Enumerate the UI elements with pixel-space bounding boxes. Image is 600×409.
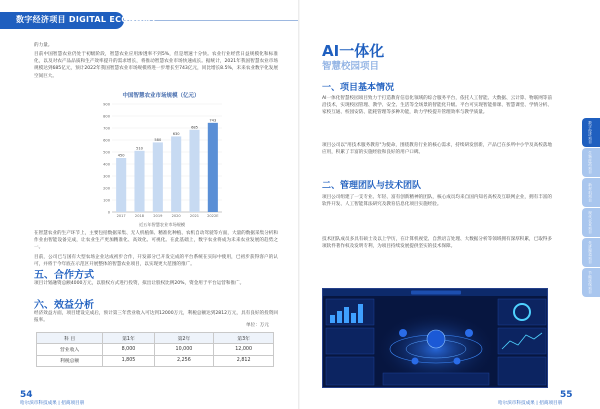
table-row bbox=[37, 355, 274, 366]
chart-x-tick-label: 2022E bbox=[207, 214, 219, 218]
chart-value-label: 580 bbox=[154, 137, 162, 142]
side-tab-active[interactable] bbox=[582, 118, 600, 147]
chart-x-tick-label: 2020 bbox=[171, 214, 181, 218]
chart-y-tick-label: 100 bbox=[103, 198, 110, 203]
chart-y-tick-label: 500 bbox=[103, 150, 110, 155]
intro-paragraph: 目前中国智慧农业仍处于初级阶段，智慧农业应用渗透率不到5%，但是增速十分快。农业行业经营日益规模化和标准化，以及对农产品品质和生产效率提升的需求增长，将推动智慧农业市场快速成长。据统计，2021年我国智慧农业市场规模达到685亿元，预计2022年我国智慧农业市场规模将进一步增长至743亿元，同比增长8.5%，未来农业数字化发展空间巨大。 bbox=[34, 52, 278, 79]
side-tab-label: 节能环保项目 bbox=[588, 271, 593, 294]
table-header-cell: 第3年 bbox=[214, 333, 274, 344]
section-1-text: AI一体化智慧校园项目致力于打造教育信息化领域的综合服务平台，依托人工智能、大数据、云计算、物联网等前沿技术，实现校园管理、教学、安全、生活等全场景的智能化升级。平台可实现智能排课、智慧课堂、学情分析、家校互通、校园安防、能耗管理等多种功能，助力学校提升管理效率与教学质量。 bbox=[322, 96, 552, 116]
chart-svg bbox=[96, 88, 226, 220]
body-paragraph-3: 目前，公司已与国有大型农场企业达成初步合作，开发部分已开发完成的平台系统在实际中使用，已初步获得客户的认可，并将于今年底在示范区开展整体的智慧农业项目，以实现更大范围的推广。 bbox=[34, 255, 278, 268]
project-subtitle: 智慧校园项目 bbox=[322, 61, 380, 72]
chart-x-tick-label: 2018 bbox=[134, 214, 145, 218]
chart-bar bbox=[134, 151, 144, 212]
table-cell: 8,000 bbox=[103, 344, 154, 355]
chart-bar bbox=[189, 130, 199, 212]
table-cell: 2,256 bbox=[154, 355, 214, 366]
chart-value-label: 630 bbox=[172, 131, 180, 136]
section-1-text-2: 项目公司以"用技术服务教育"为使命，围绕教育行业的核心需求，持续研发创新，产品已在多所中小学及高校落地应用，积累了丰富的实施经验和良好的用户口碑。 bbox=[322, 143, 552, 156]
chart-value-label: 685 bbox=[191, 125, 198, 130]
side-tab[interactable] bbox=[582, 238, 600, 267]
chart-y-tick-label: 800 bbox=[103, 114, 110, 119]
chart-x-tick-label: 2021 bbox=[189, 214, 200, 218]
table-row bbox=[37, 344, 274, 355]
section-5-text: 项目计划融资总额4000万元，以股权方式进行投资，拟出让股权比例20%，资金用于平台运营和推广。 bbox=[34, 281, 245, 286]
footer-right: 哈尔滨市科技成果 | 招商项目册 bbox=[498, 401, 563, 406]
chart-value-label: 510 bbox=[136, 146, 143, 151]
side-category-tabs bbox=[582, 118, 600, 298]
chart-x-ticks bbox=[117, 214, 220, 218]
section-6-title: 六、效益分析 bbox=[34, 300, 94, 311]
dashboard-graphic bbox=[323, 289, 548, 388]
chart-x-tick-label: 2019 bbox=[153, 214, 163, 218]
page-number-left: 54 bbox=[20, 390, 33, 400]
page-header bbox=[0, 0, 300, 38]
header-title: 数字经济项目 DIGITAL ECONOMY bbox=[16, 15, 157, 24]
table-cell: 利税总额 bbox=[37, 355, 103, 366]
side-tab-label: 先进制造项目 bbox=[588, 241, 593, 264]
chart-caption: 近五年智慧农业市场规模 bbox=[138, 222, 186, 227]
side-tab-label: 数字经济项目 bbox=[588, 121, 593, 144]
table-header-row bbox=[37, 333, 274, 344]
chart-y-tick-label: 200 bbox=[103, 186, 110, 191]
chart-y-tick-label: 0 bbox=[107, 210, 110, 215]
intro-line-1: 的力量。 bbox=[34, 43, 53, 48]
chart-bar bbox=[171, 136, 181, 212]
chart-x-tick-label: 2017 bbox=[116, 214, 126, 218]
chart-y-tick-label: 600 bbox=[103, 138, 110, 143]
chart-y-tick-label: 300 bbox=[103, 174, 110, 179]
table-header-cell: 第2年 bbox=[154, 333, 214, 344]
section-5-title: 五、合作方式 bbox=[34, 270, 94, 281]
section-2-text-2: 技术团队成员多具有硕士及以上学历，在计算机视觉、自然语言处理、大数据分析等领域拥有深厚积累，已取得多项软件著作权及发明专利，为项目持续发展提供坚实的技术保障。 bbox=[322, 237, 552, 250]
chart-y-tick-label: 900 bbox=[103, 102, 110, 107]
chart-value-label: 743 bbox=[209, 118, 217, 123]
side-tab-label: 现代农业项目 bbox=[588, 211, 593, 234]
side-tab[interactable] bbox=[582, 268, 600, 297]
side-tab-label: 新材料项目 bbox=[588, 183, 593, 202]
page-number-right: 55 bbox=[560, 390, 573, 400]
table-header-cell: 第1年 bbox=[103, 333, 154, 344]
footer-left: 哈尔滨市科技成果 | 招商项目册 bbox=[20, 401, 85, 406]
side-tab[interactable] bbox=[582, 208, 600, 237]
market-size-chart bbox=[96, 88, 226, 218]
chart-title: 中国智慧农业市场规模（亿元） bbox=[122, 93, 200, 99]
chart-bar bbox=[116, 158, 126, 212]
table-cell: 12,000 bbox=[214, 344, 274, 355]
chart-y-tick-label: 400 bbox=[103, 162, 110, 167]
chart-value-label: 450 bbox=[117, 153, 125, 158]
chart-bar bbox=[153, 142, 163, 212]
project-title: AI一体化 bbox=[322, 42, 385, 60]
side-tab[interactable] bbox=[582, 148, 600, 177]
side-tab[interactable] bbox=[582, 178, 600, 207]
table-unit: 单位：万元 bbox=[246, 323, 269, 328]
chart-bar bbox=[208, 123, 218, 212]
table-cell: 1,805 bbox=[103, 355, 154, 366]
dashboard-screenshot bbox=[322, 288, 548, 388]
section-2-text: 项目公司组建了一支专业、年轻、富有创新精神的团队，核心成员均来自国内知名高校及互联网企业，拥有丰富的软件开发、人工智能算法研究及教育信息化项目实施经验。 bbox=[322, 195, 552, 208]
section-2-title: 二、管理团队与技术团队 bbox=[322, 181, 422, 191]
chart-y-tick-label: 700 bbox=[103, 126, 110, 131]
chart-y-ticks bbox=[103, 102, 111, 214]
chart-bars bbox=[116, 118, 218, 212]
table-cell: 10,000 bbox=[154, 344, 214, 355]
benefit-table bbox=[36, 332, 274, 367]
section-1-title: 一、项目基本情况 bbox=[322, 83, 395, 93]
side-tab-label: 生物医药项目 bbox=[588, 151, 593, 174]
table-cell: 2,812 bbox=[214, 355, 274, 366]
table-header-cell: 科 目 bbox=[37, 333, 103, 344]
chart-grid bbox=[112, 104, 222, 212]
table-cell: 营业收入 bbox=[37, 344, 103, 355]
body-paragraph-2: 在智慧农业的生产环节上，主要包括数据采集、无人机植保、精准化种植、农机自动驾驶等方面，大量的数据采集分析和作业由智能设备完成，让农业生产更加精准化、高效化、可视化。在此基础上，数字农业将成为未来农业发展的趋势之一。 bbox=[34, 231, 278, 251]
section-6-text: 经济效益方面，项目建设完成后，预计第三年营业收入可达到12000万元，利税总额达到2812万元，具有良好的投资回报率。 bbox=[34, 311, 278, 324]
